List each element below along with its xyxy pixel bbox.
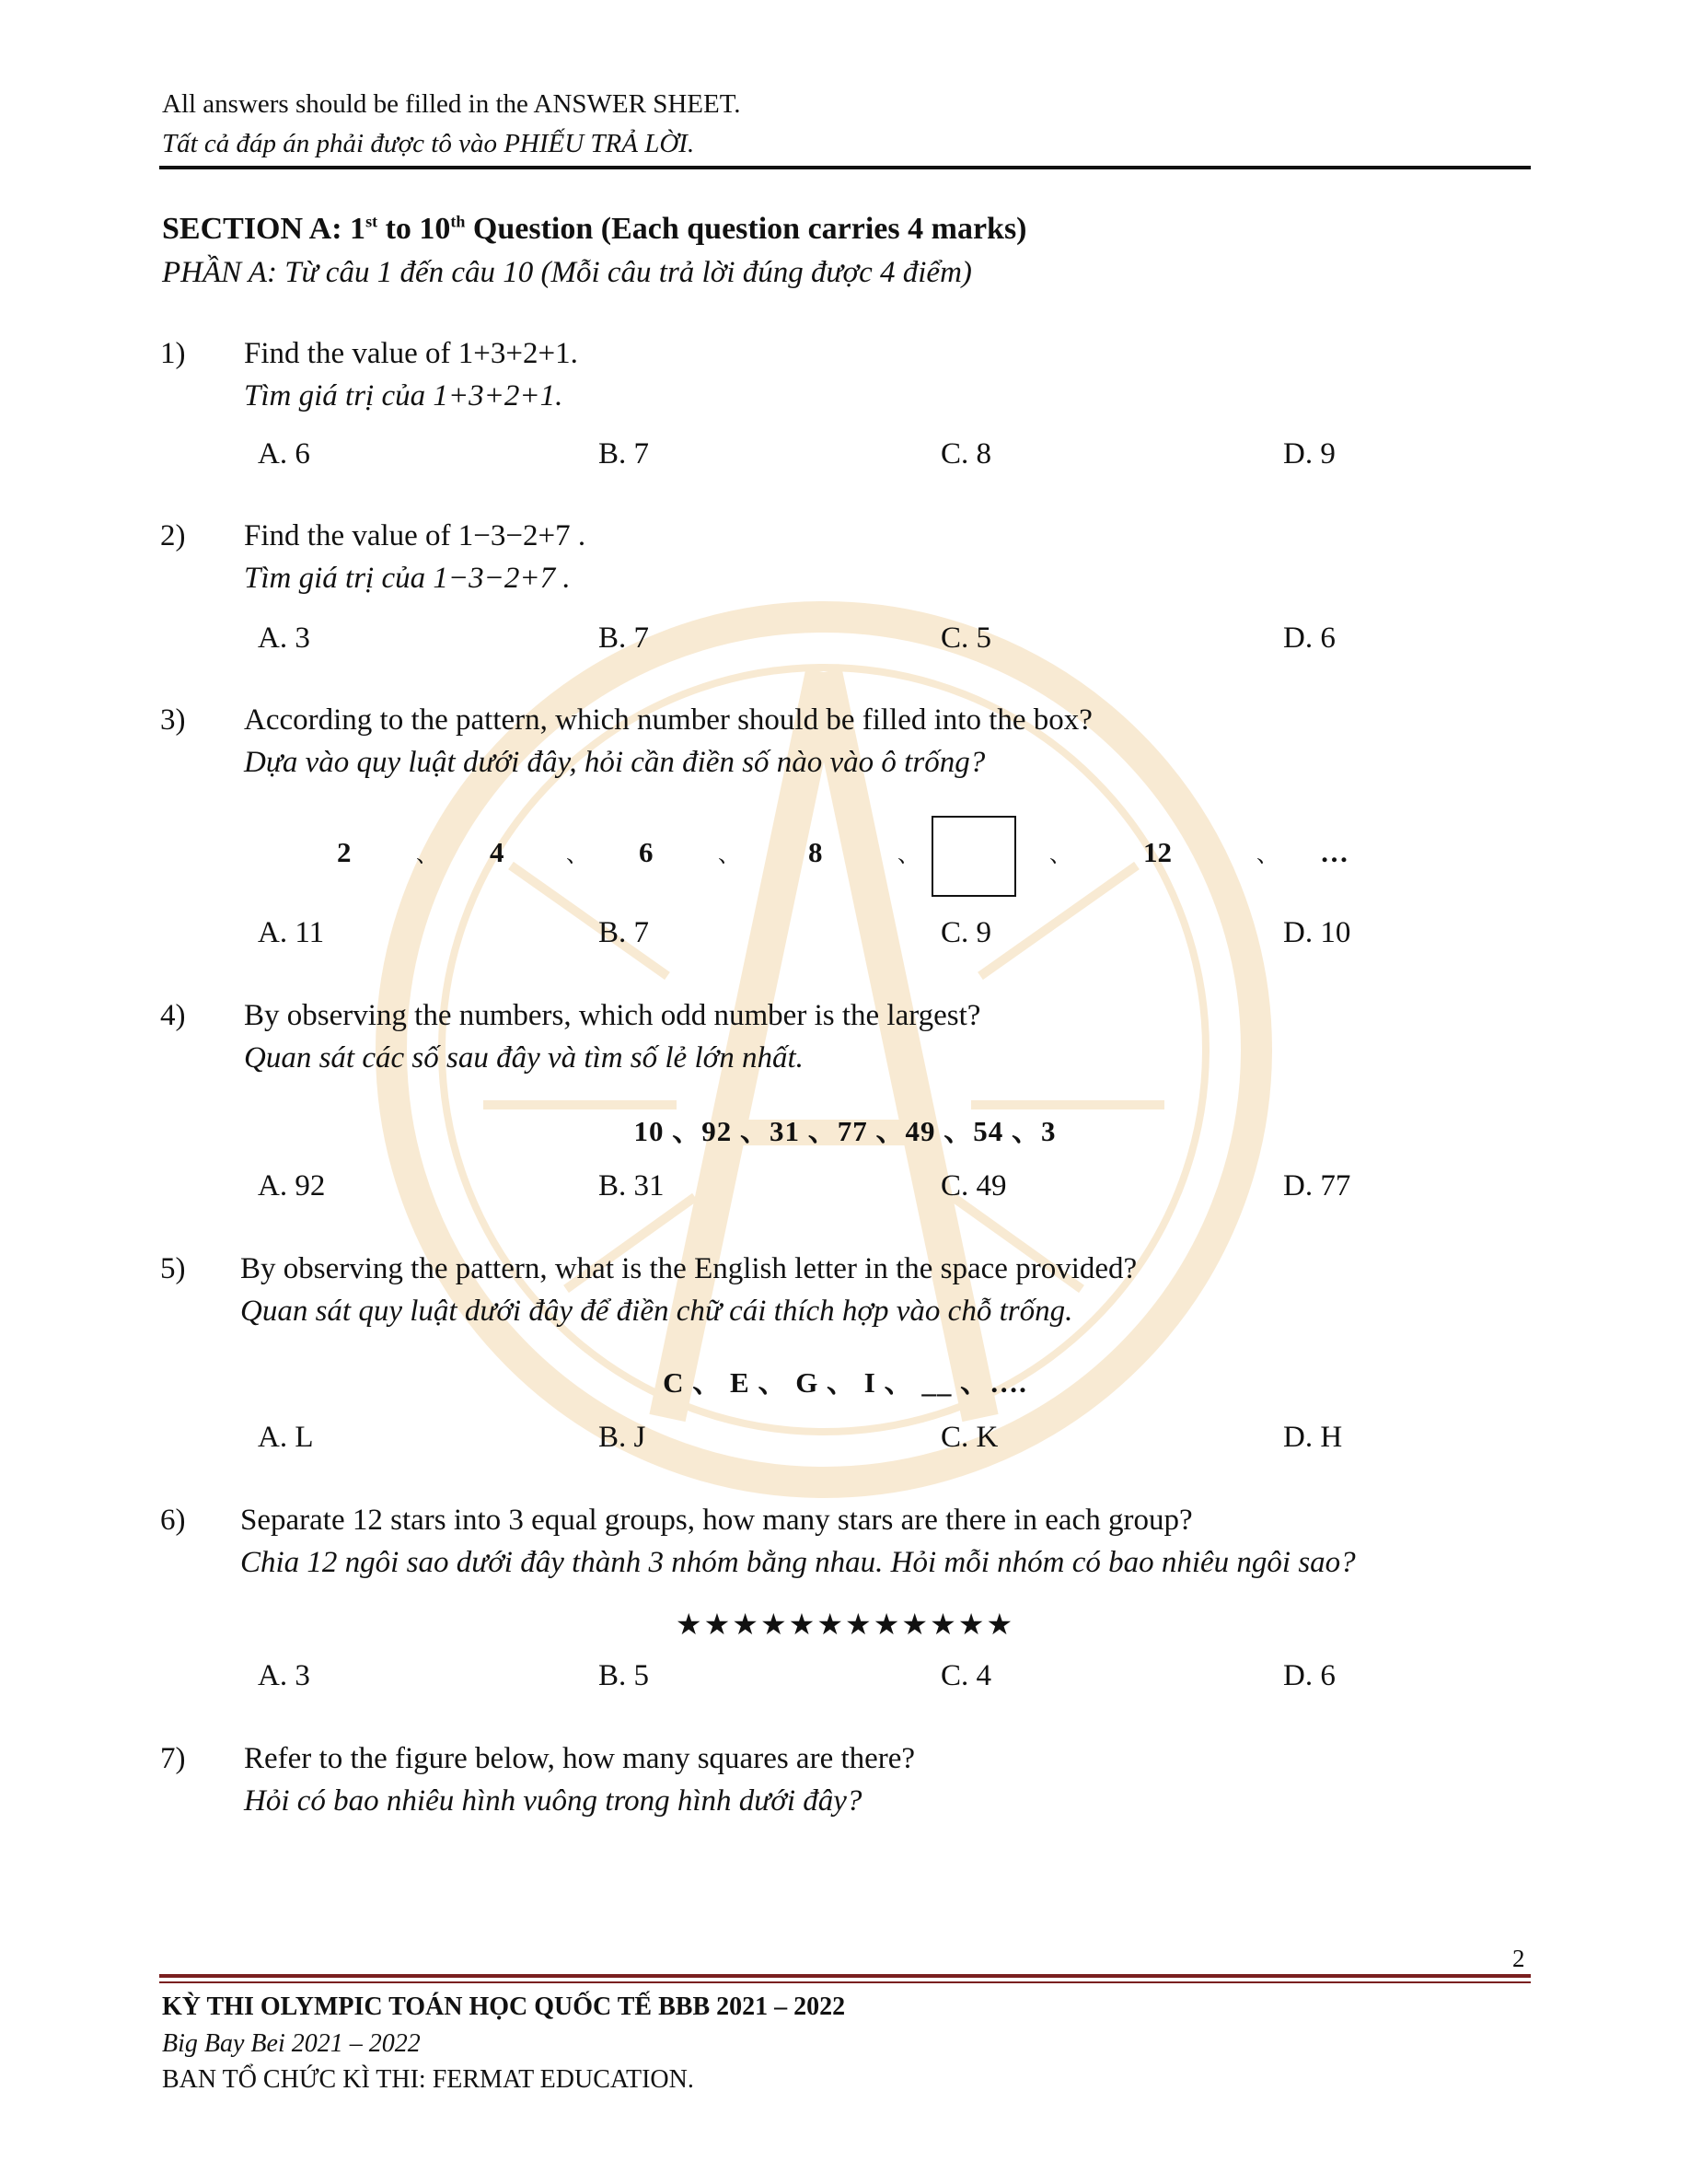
question-text-vi: Quan sát quy luật dưới đây để điền chữ cái thích hợp vào chỗ trống.: [240, 1295, 1073, 1328]
sequence-number: 4: [490, 836, 504, 868]
question-text-en: According to the pattern, which number should be filled into the box?: [244, 703, 1093, 737]
section-title: SECTION A: 1st to 10th Question (Each question carries 4 marks): [162, 212, 1027, 246]
option-a: A. L: [258, 1421, 314, 1454]
option-b: B. J: [598, 1421, 646, 1454]
question-number: 1): [160, 337, 186, 370]
question-text-vi: Quan sát các số sau đây và tìm số lẻ lớn nhất.: [244, 1041, 804, 1075]
sequence-number: 6: [639, 836, 654, 868]
sequence-separator: 、: [718, 843, 740, 867]
question-text-en: By observing the numbers, which odd number is the largest?: [244, 999, 981, 1032]
option-c: C. 49: [941, 1169, 1007, 1202]
option-a: A. 6: [258, 437, 310, 470]
footer-divider: [159, 1974, 1531, 1978]
stars-row: ★★★★★★★★★★★★: [675, 1608, 1015, 1641]
footer-title: KỲ THI OLYMPIC TOÁN HỌC QUỐC TẾ BBB 2021 – 2022: [162, 1992, 846, 2021]
header-instruction-en: All answers should be filled in the ANSWER SHEET.: [162, 89, 741, 119]
sequence-number: 8: [808, 836, 823, 868]
question-text-vi: Chia 12 ngôi sao dưới đây thành 3 nhóm bằng nhau. Hỏi mỗi nhóm có bao nhiêu ngôi sao?: [240, 1546, 1356, 1579]
sequence-number: 2: [337, 836, 352, 868]
header-divider: [159, 166, 1531, 169]
option-c: C. K: [941, 1421, 999, 1454]
option-b: B. 31: [598, 1169, 665, 1202]
question-number: 2): [160, 519, 186, 552]
option-b: B. 7: [598, 622, 650, 655]
question-text-en: Separate 12 stars into 3 equal groups, how many stars are there in each group?: [240, 1504, 1193, 1537]
section-subtitle: PHẦN A: Từ câu 1 đến câu 10 (Mỗi câu trả lời đúng được 4 điểm): [162, 256, 972, 289]
option-a: A. 11: [258, 916, 325, 949]
question-text-en: Refer to the figure below, how many squares are there?: [244, 1742, 916, 1775]
option-d: D. 6: [1283, 622, 1336, 655]
question-number: 5): [160, 1252, 186, 1285]
sequence-ellipsis: …: [1320, 836, 1349, 868]
sequence-number: 12: [1143, 836, 1172, 868]
question-text-vi: Tìm giá trị của 1+3+2+1.: [244, 379, 563, 412]
option-a: A. 92: [258, 1169, 326, 1202]
page-number: 2: [1512, 1945, 1525, 1972]
question-text-en: Find the value of 1−3−2+7 .: [244, 519, 586, 552]
option-c: C. 4: [941, 1659, 992, 1692]
number-list: 10 、92 、31 、77 、49 、54 、3: [633, 1115, 1057, 1147]
option-a: A. 3: [258, 622, 310, 655]
header-instruction-vi: Tất cả đáp án phải được tô vào PHIẾU TRẢ LỜI.: [162, 129, 695, 158]
letter-sequence: C 、 E 、 G 、 I 、 __ 、….: [663, 1366, 1027, 1399]
sequence-separator: 、: [416, 843, 438, 867]
option-c: C. 5: [941, 622, 992, 655]
option-c: C. 9: [941, 916, 992, 949]
sequence-separator: 、: [897, 843, 920, 867]
question-number: 7): [160, 1742, 186, 1775]
answer-box: [932, 816, 1016, 897]
sequence-separator: 、: [1256, 843, 1279, 867]
footer-organizer: BAN TỔ CHỨC KÌ THI: FERMAT EDUCATION.: [162, 2065, 694, 2094]
option-d: D. 10: [1283, 916, 1351, 949]
option-d: D. 77: [1283, 1169, 1351, 1202]
option-c: C. 8: [941, 437, 992, 470]
question-number: 6): [160, 1504, 186, 1537]
option-b: B. 5: [598, 1659, 650, 1692]
footer-subtitle: Big Bay Bei 2021 – 2022: [162, 2029, 421, 2058]
footer-divider: [159, 1981, 1531, 1983]
sequence-separator: 、: [566, 843, 588, 867]
option-b: B. 7: [598, 916, 650, 949]
question-number: 3): [160, 703, 186, 737]
question-number: 4): [160, 999, 186, 1032]
question-text-vi: Dựa vào quy luật dưới đây, hỏi cần điền số nào vào ô trống?: [244, 746, 986, 779]
option-d: D. 6: [1283, 1659, 1336, 1692]
option-b: B. 7: [598, 437, 650, 470]
question-text-vi: Hỏi có bao nhiêu hình vuông trong hình dưới đây?: [244, 1784, 862, 1818]
question-text-vi: Tìm giá trị của 1−3−2+7 .: [244, 562, 571, 595]
option-a: A. 3: [258, 1659, 310, 1692]
sequence-separator: 、: [1049, 843, 1071, 867]
question-text-en: Find the value of 1+3+2+1.: [244, 337, 578, 370]
option-d: D. 9: [1283, 437, 1336, 470]
question-text-en: By observing the pattern, what is the English letter in the space provided?: [240, 1252, 1138, 1285]
option-d: D. H: [1283, 1421, 1343, 1454]
